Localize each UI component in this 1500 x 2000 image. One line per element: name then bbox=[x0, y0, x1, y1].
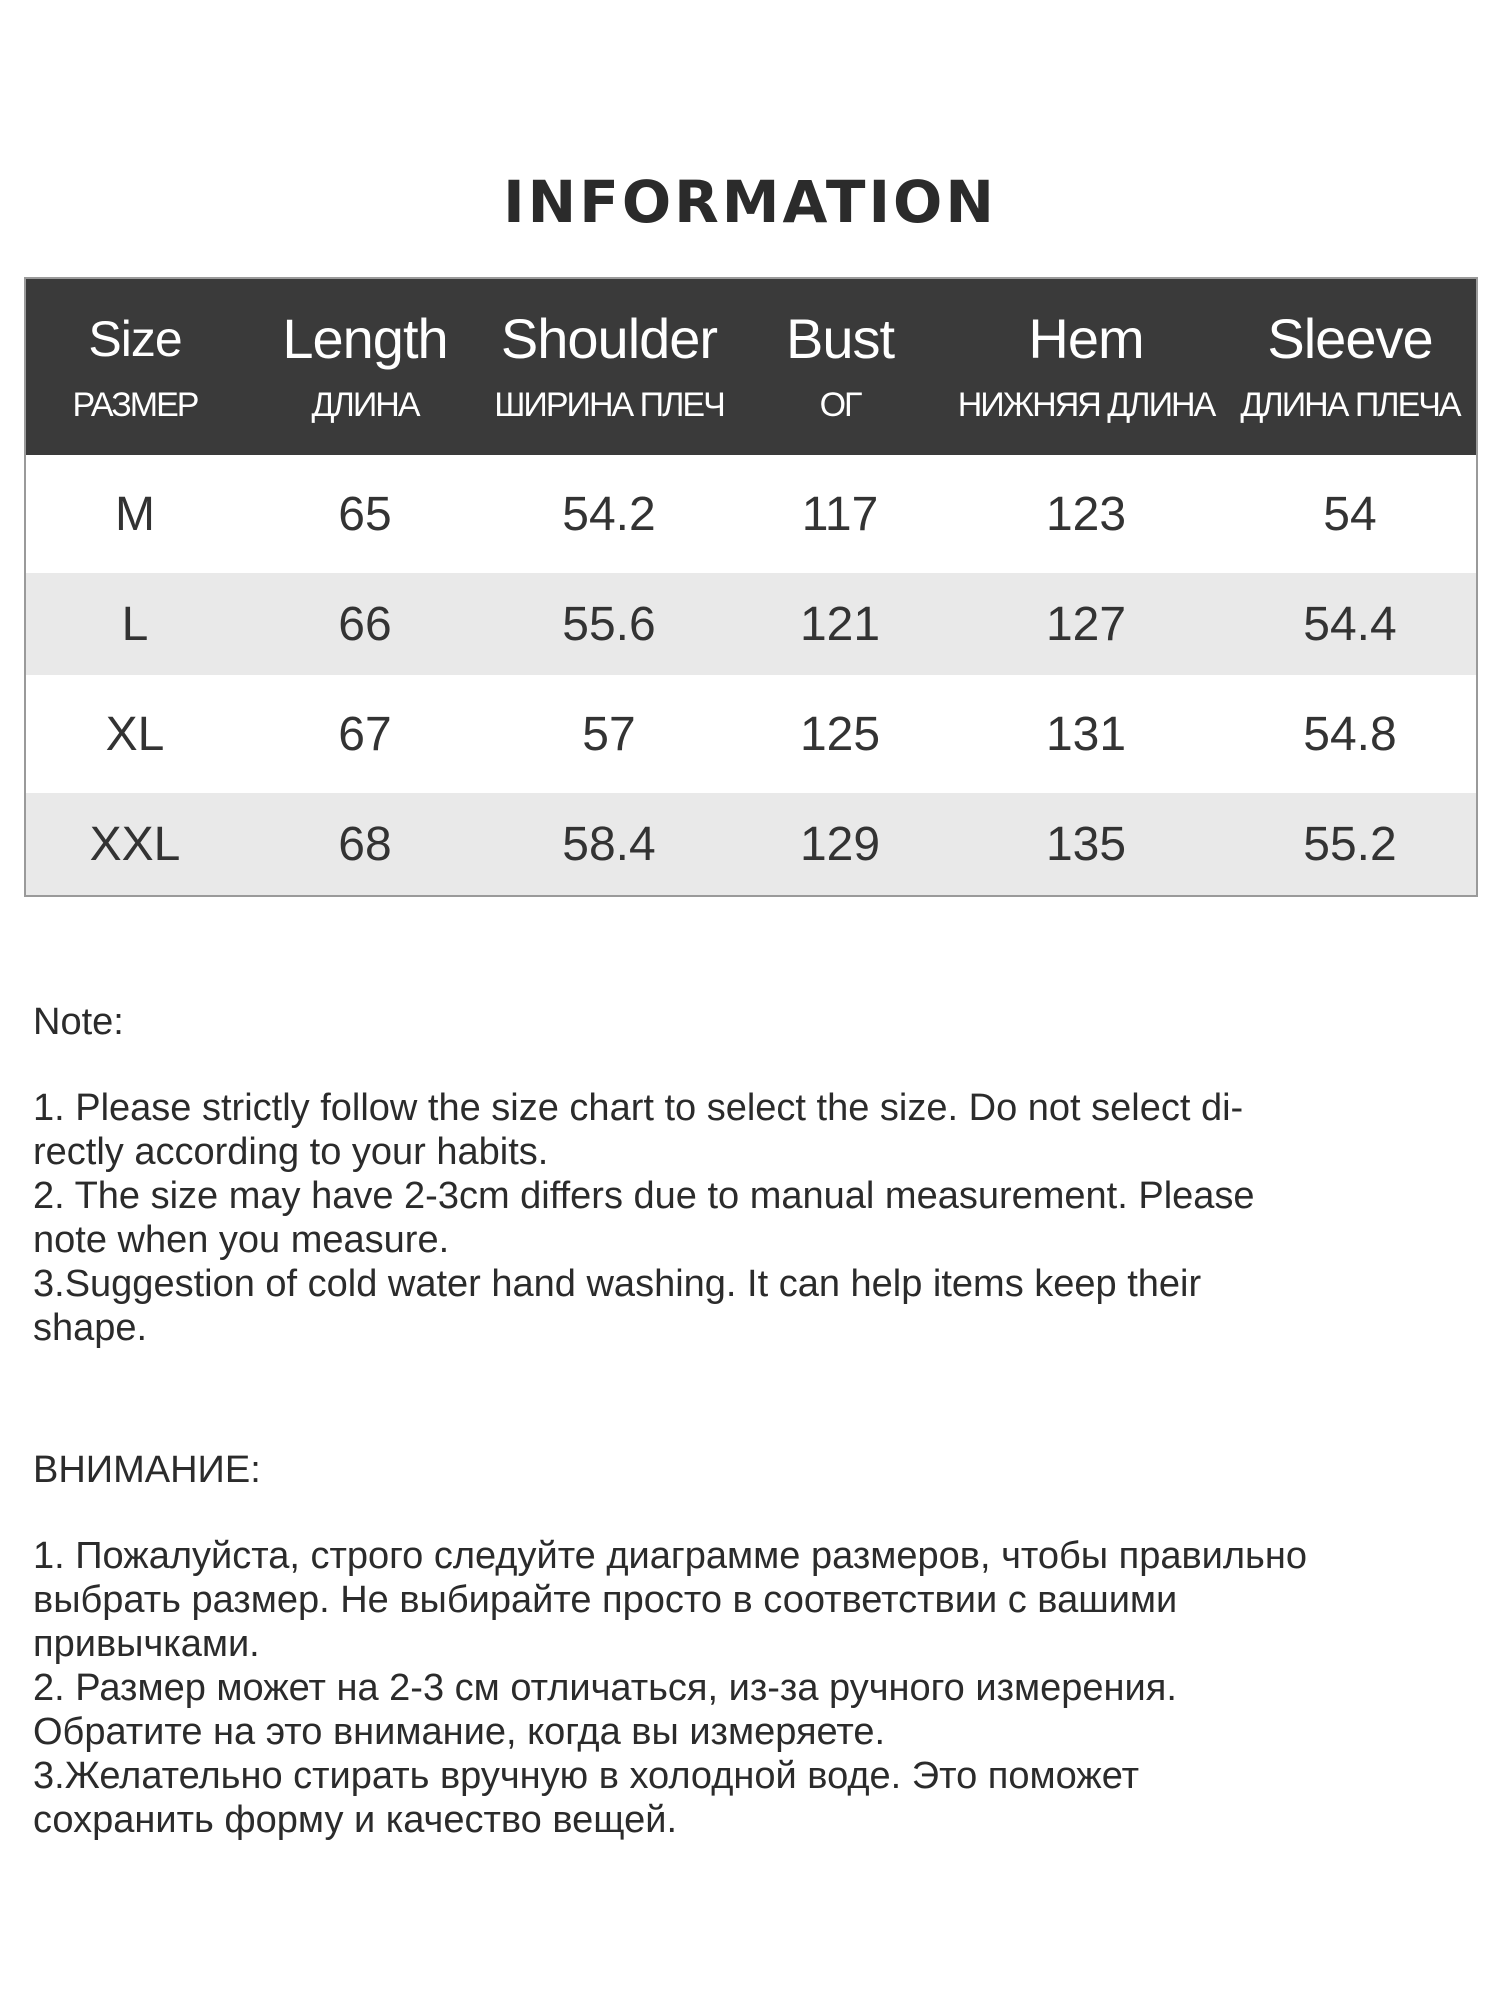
cell-shoulder: 58.4 bbox=[562, 817, 656, 871]
note-line: shape. bbox=[33, 1307, 148, 1349]
cell-bust: 125 bbox=[799, 707, 881, 761]
table-row bbox=[26, 573, 1476, 675]
header-bust-en: Bust bbox=[785, 307, 895, 370]
cell-shoulder: 54.2 bbox=[562, 487, 656, 541]
cell-size: M bbox=[115, 487, 155, 541]
note-heading: ВНИМАНИЕ: bbox=[33, 1449, 261, 1491]
header-shoulder-ru: ШИРИНА ПЛЕЧ bbox=[494, 386, 724, 424]
cell-hem: 135 bbox=[1045, 817, 1127, 871]
cell-hem: 131 bbox=[1045, 707, 1127, 761]
cell-size: L bbox=[121, 597, 149, 651]
note-line: 3.Желательно стирать вручную в холодной воде. Это поможет bbox=[33, 1755, 1140, 1797]
page-title: INFORMATION bbox=[503, 168, 997, 236]
header-length bbox=[244, 279, 486, 455]
note-line: 2. The size may have 2-3cm differs due to manual measurement. Please bbox=[33, 1175, 1255, 1217]
note-line: Обратите на это внимание, когда вы измеряете. bbox=[33, 1711, 886, 1753]
header-size bbox=[26, 279, 244, 455]
note-line: выбрать размер. Не выбирайте просто в соответствии с вашими bbox=[33, 1579, 1178, 1621]
header-sleeve-ru: ДЛИНА ПЛЕЧА bbox=[1240, 386, 1460, 424]
header-sleeve bbox=[1224, 279, 1476, 455]
note-russian bbox=[33, 1448, 1473, 1842]
cell-size: XXL bbox=[89, 817, 181, 871]
header-size-en: Size bbox=[88, 311, 182, 367]
header-length-ru: ДЛИНА bbox=[311, 386, 419, 424]
cell-hem: 123 bbox=[1045, 487, 1127, 541]
header-length-en: Length bbox=[282, 307, 448, 370]
note-line: сохранить форму и качество вещей. bbox=[33, 1799, 677, 1841]
note-body bbox=[33, 1086, 1473, 1350]
header-bust bbox=[732, 279, 948, 455]
table-header bbox=[26, 279, 1476, 455]
header-hem bbox=[948, 279, 1224, 455]
table-row bbox=[26, 793, 1476, 895]
cell-sleeve: 55.2 bbox=[1303, 817, 1397, 871]
note-body bbox=[33, 1534, 1473, 1842]
header-hem-en: Hem bbox=[1028, 307, 1144, 370]
cell-length: 65 bbox=[338, 487, 392, 541]
note-line: 1. Please strictly follow the size chart to select the size. Do not select di- bbox=[33, 1087, 1244, 1129]
cell-hem: 127 bbox=[1045, 597, 1127, 651]
note-line: 2. Размер может на 2-3 см отличаться, из-за ручного измерения. bbox=[33, 1667, 1177, 1709]
header-size-ru: РАЗМЕР bbox=[72, 386, 198, 424]
header-sleeve-en: Sleeve bbox=[1267, 307, 1433, 370]
note-line: rectly according to your habits. bbox=[33, 1131, 549, 1173]
cell-size: XL bbox=[105, 707, 165, 761]
header-shoulder bbox=[486, 279, 732, 455]
cell-shoulder: 55.6 bbox=[562, 597, 656, 651]
cell-length: 67 bbox=[338, 707, 392, 761]
cell-sleeve: 54 bbox=[1323, 487, 1377, 541]
size-chart-table bbox=[24, 277, 1478, 897]
note-english bbox=[33, 1000, 1473, 1350]
cell-bust: 117 bbox=[801, 487, 879, 541]
cell-length: 66 bbox=[338, 597, 392, 651]
note-line: 3.Suggestion of cold water hand washing. It can help items keep their bbox=[33, 1263, 1202, 1305]
cell-sleeve: 54.4 bbox=[1303, 597, 1397, 651]
header-shoulder-en: Shoulder bbox=[500, 307, 718, 370]
note-line: привычками. bbox=[33, 1623, 260, 1665]
cell-length: 68 bbox=[338, 817, 392, 871]
table-row bbox=[26, 675, 1476, 793]
cell-shoulder: 57 bbox=[582, 707, 636, 761]
table-row bbox=[26, 455, 1476, 573]
header-hem-ru: НИЖНЯЯ ДЛИНА bbox=[957, 386, 1215, 424]
cell-bust: 121 bbox=[799, 597, 881, 651]
note-line: note when you measure. bbox=[33, 1219, 450, 1261]
note-line: 1. Пожалуйста, строго следуйте диаграмме размеров, чтобы правильно bbox=[33, 1535, 1307, 1577]
header-bust-ru: ОГ bbox=[819, 386, 861, 424]
cell-bust: 129 bbox=[799, 817, 881, 871]
note-heading: Note: bbox=[33, 1001, 124, 1043]
cell-sleeve: 54.8 bbox=[1303, 707, 1397, 761]
